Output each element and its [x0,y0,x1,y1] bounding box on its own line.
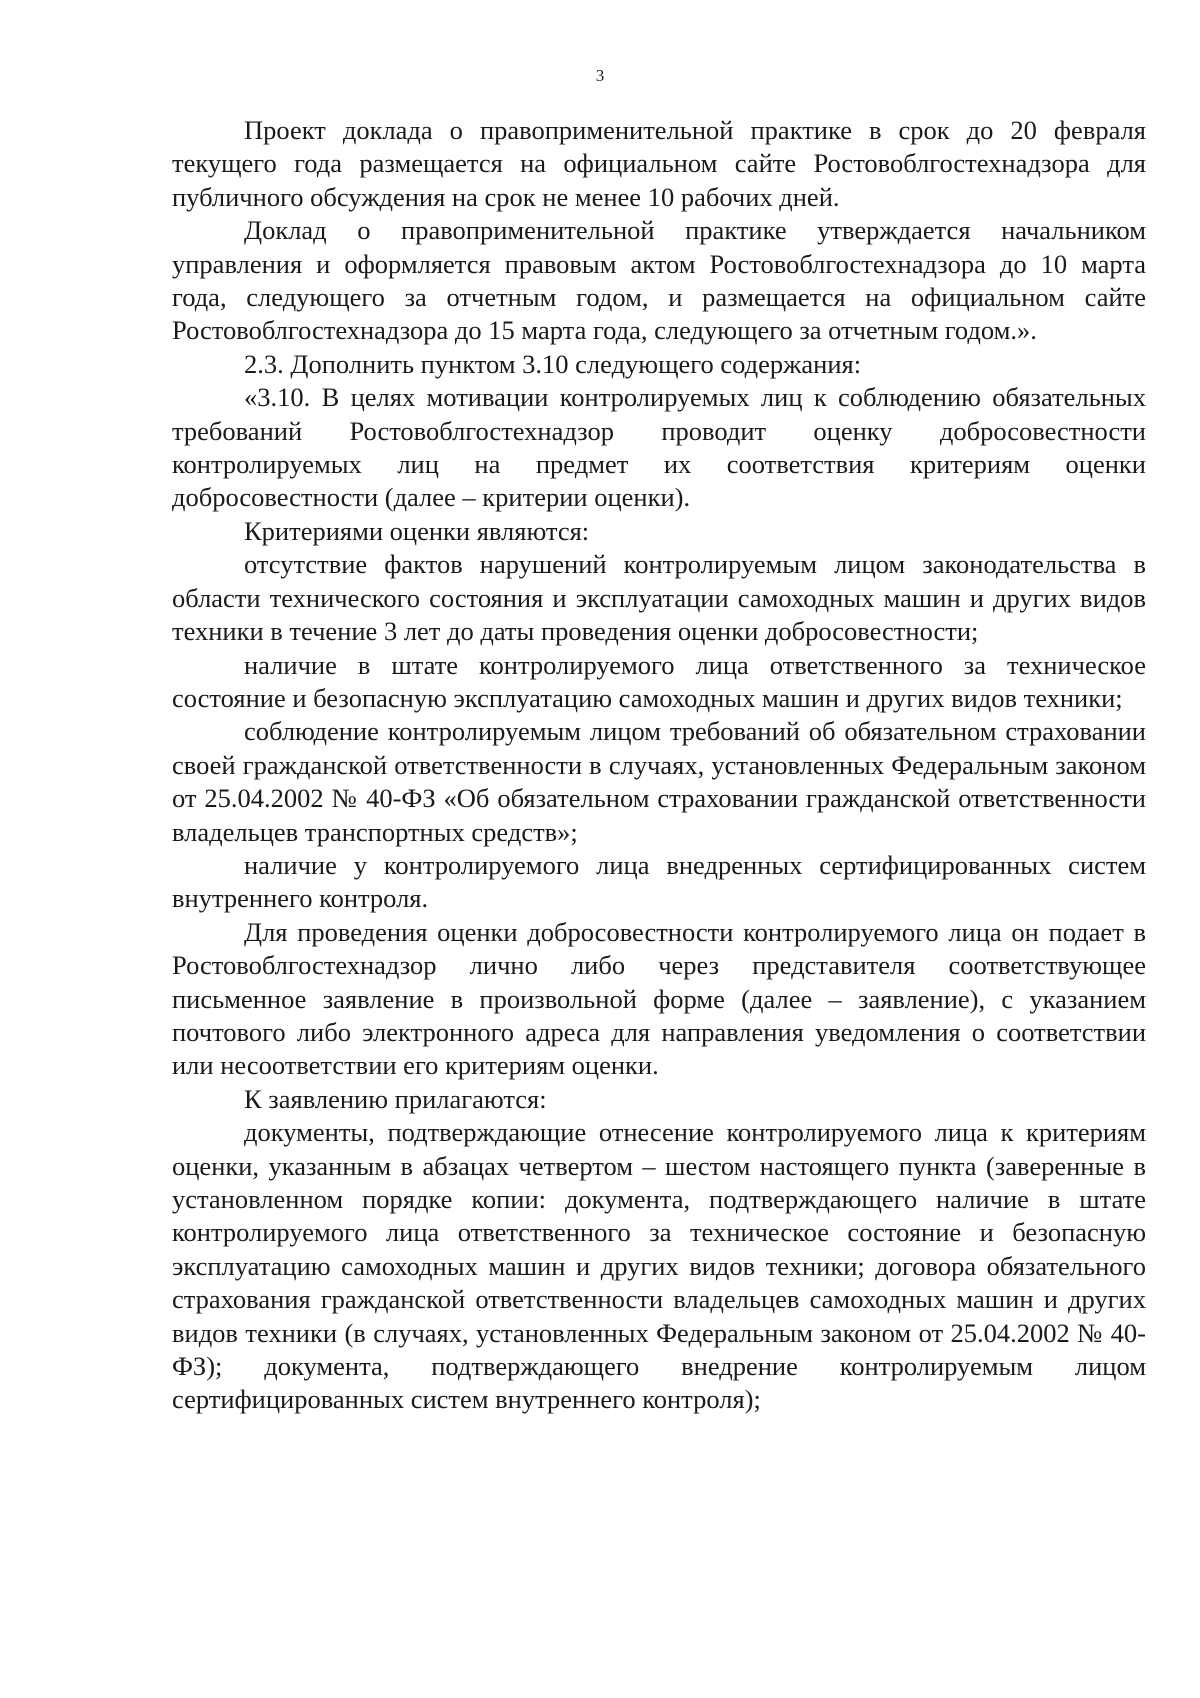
paragraph-criterion-responsible-person: наличие в штате контролируемого лица ответственного за техническое состояние и безопасную эксплуатацию самоходных машин и других видов техники; [172,649,1146,713]
paragraph-amendment-2-3: 2.3. Дополнить пунктом 3.10 следующего содержания: [244,348,862,379]
paragraph-draft-report-publication: Проект доклада о правоприменительной практике в срок до 20 февраля текущего года размещается на официальном сайте Ростовоблгостехнадзора для публичного обсуждения на срок не менее 10 рабочих дней. [172,115,1146,212]
paragraph-criterion-internal-control: наличие у контролируемого лица внедренных сертифицированных систем внутреннего контроля. [172,849,1146,914]
paragraph-criterion-insurance: соблюдение контролируемым лицом требований об обязательном страховании своей гражданской ответственности в случаях, установленных Федеральным законом от 25.04.2002 № 40-ФЗ «Об обязательном страховании гражданской ответственности владельцев транспортных средств»; [172,716,1146,847]
paragraph-attachments-documents: документы, подтверждающие отнесение контролируемого лица к критериям оценки, указанным в абзацах четвертом – шестом настоящего пункта (заверенные в установленном порядке копии: документа, подтверждающего наличие в штате контролируемого лица ответственного за техническое состояние и безопасную эксплуатацию самоходных машин и других видов техники; договора обязательного страхования гражданской ответственности владельцев самоходных машин и других видов техники (в случаях, установленных Федеральным законом от 25.04.2002 № 40-ФЗ); документа, подтверждающего внедрение контролируемым лицом сертифицированных систем внутреннего контроля); [172,1117,1146,1415]
paragraph-report-approval: Доклад о правоприменительной практике утверждается начальником управления и оформляется правовым актом Ростовоблгостехнадзора до 10 марта года, следующего за отчетным годом, и размещается на официальном сайте Ростовоблгостехнадзора до 15 марта года, следующего за отчетным годом.». [172,215,1146,346]
document-body [172,114,1146,1417]
paragraph-criteria-intro: Критериями оценки являются: [244,515,590,546]
paragraph-clause-3-10: «3.10. В целях мотивации контролируемых лиц к соблюдению обязательных требований Ростовоблгостехнадзор проводит оценку добросовестности контролируемых лиц на предмет их соответствия критериям оценки добросовестности (далее – критерии оценки). [172,382,1146,513]
paragraph-criterion-no-violations: отсутствие фактов нарушений контролируемым лицом законодательства в области технического состояния и эксплуатации самоходных машин и других видов техники в течение 3 лет до даты проведения оценки добросовестности; [172,549,1146,647]
paragraph-attachments-intro: К заявлению прилагаются: [244,1083,547,1114]
page-number: 3 [595,66,605,85]
paragraph-application-procedure: Для проведения оценки добросовестности контролируемого лица он подает в Ростовоблгостехнадзор лично либо через представителя соответствующее письменное заявление в произвольной форме (далее – заявление), с указанием почтового либо электронного адреса для направления уведомления о соответствии или несоответствии его критериям оценки. [172,916,1146,1081]
